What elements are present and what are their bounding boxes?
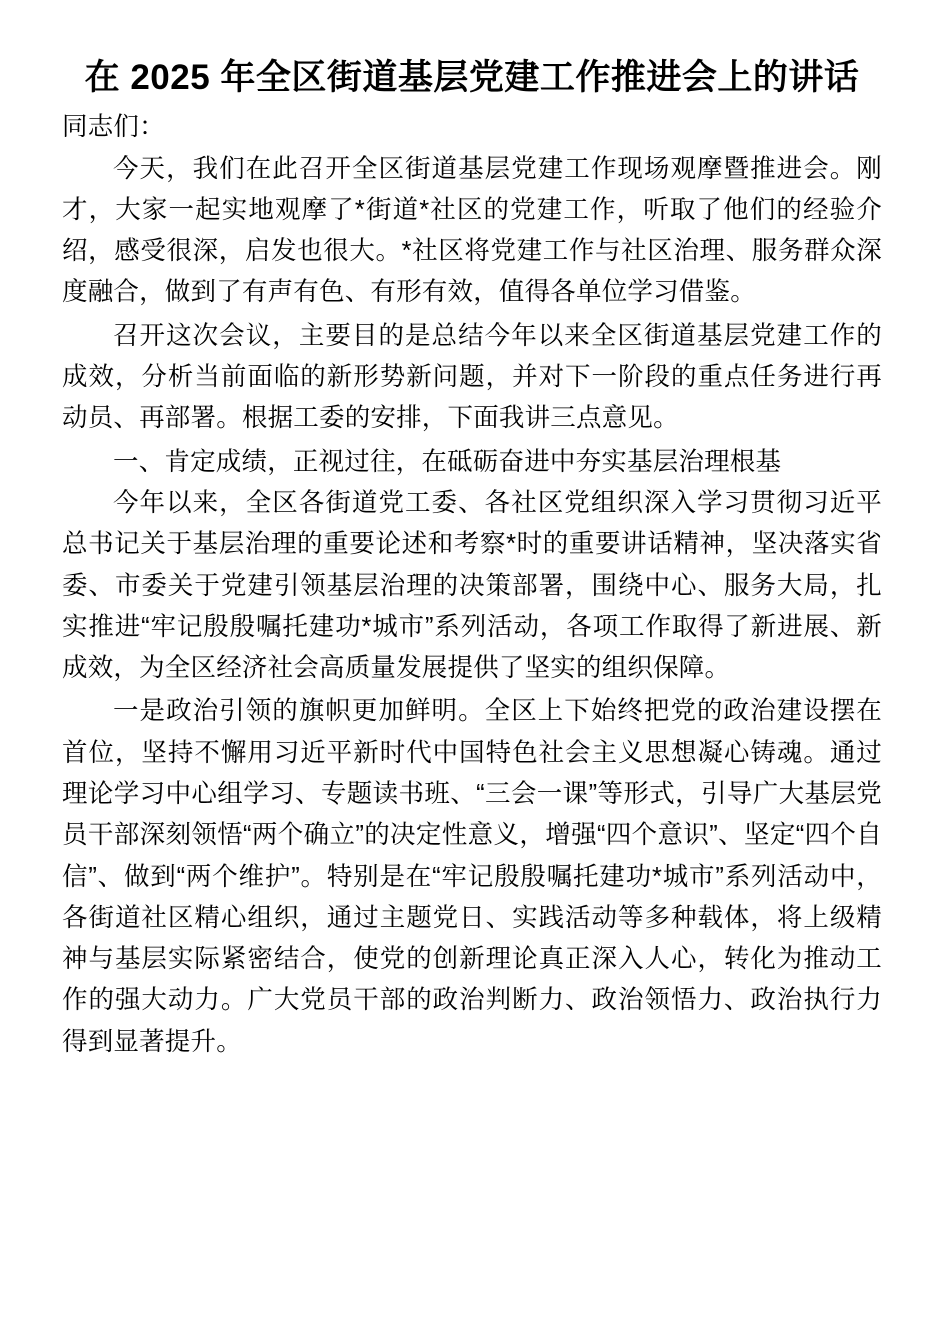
section-paragraph-1: 今年以来，全区各街道党工委、各社区党组织深入学习贯彻习近平总书记关于基层治理的重要论述和考察*时的重要讲话精神，坚决落实省委、市委关于党建引领基层治理的决策部署，围绕中心、服务大局，扎实推进“牢记殷殷嘱托建功*城市”系列活动，各项工作取得了新进展、新成效，为全区经济社会高质量发展提供了坚实的组织保障。 [62, 488, 882, 683]
section-paragraph-2: 一是政治引领的旗帜更加鲜明。全区上下始终把党的政治建设摆在首位，坚持不懈用习近平新时代中国特色社会主义思想凝心铸魂。通过理论学习中心组学习、专题读书班、“三会一课”等形式，引导广大基层党员干部深刻领悟“两个确立”的决定性意义，增强“四个意识”、坚定“四个自信”、做到“两个维护”。特别是在“牢记殷殷嘱托建功*城市”系列活动中，各街道社区精心组织，通过主题党日、实践活动等多种载体，将上级精神与基层实际紧密结合，使党的创新理论真正深入人心，转化为推动工作的强大动力。广大党员干部的政治判断力、政治领悟力、政治执行力得到显著提升。 [62, 697, 882, 1056]
body-paragraph-2: 召开这次会议，主要目的是总结今年以来全区街道基层党建工作的成效，分析当前面临的新形势新问题，并对下一阶段的重点任务进行再动员、再部署。根据工委的安排，下面我讲三点意见。 [62, 321, 882, 433]
body-paragraph-1: 今天，我们在此召开全区街道基层党建工作现场观摩暨推进会。刚才，大家一起实地观摩了*街道*社区的党建工作，听取了他们的经验介绍，感受很深，启发也很大。*社区将党建工作与社区治理、服务群众深度融合，做到了有声有色、有形有效，值得各单位学习借鉴。 [62, 154, 882, 307]
section-heading-1: 一、肯定成绩，正视过往，在砥砺奋进中夯实基层治理根基 [113, 447, 782, 476]
document-title: 在 2025 年全区街道基层党建工作推进会上的讲话 [84, 58, 860, 97]
salutation: 同志们： [62, 113, 165, 142]
